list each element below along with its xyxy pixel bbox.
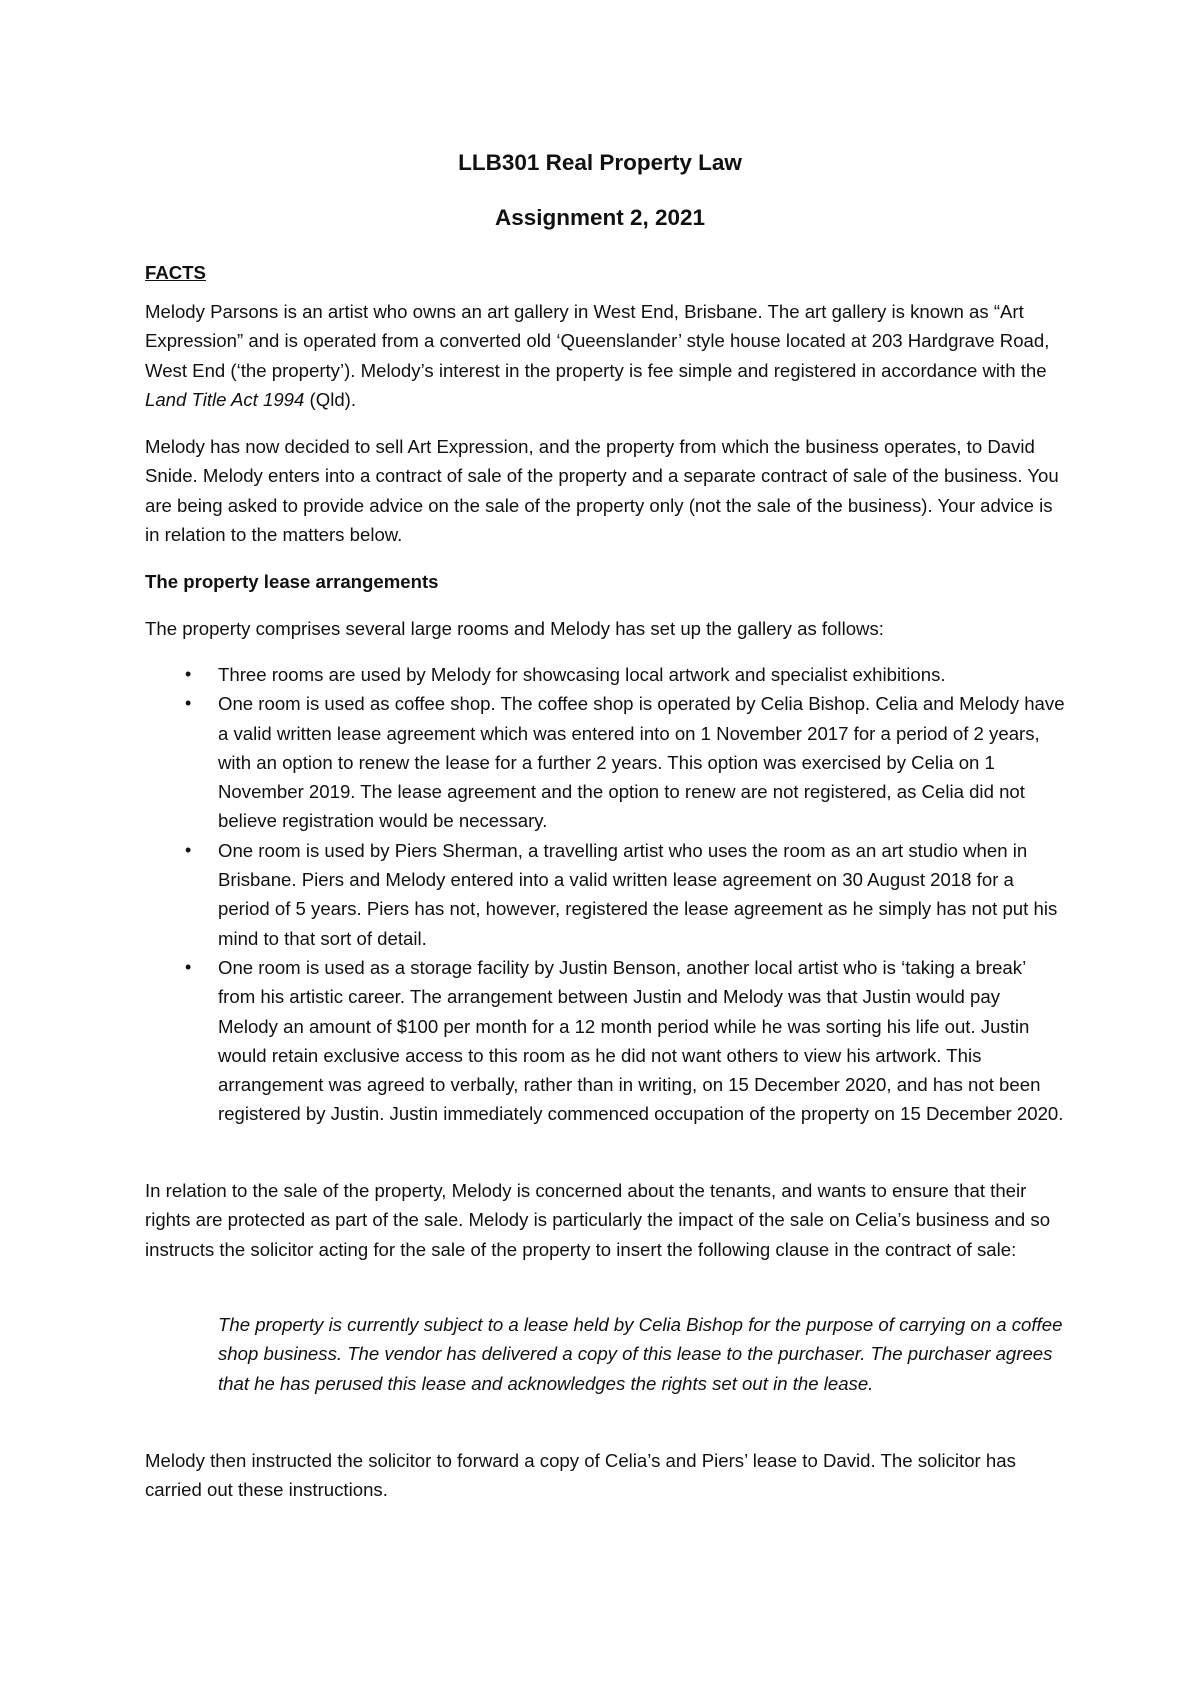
paragraph-sale: Melody has now decided to sell Art Expression, and the property from which the business operates, to David Snide. Melody enters into a contract of sale of the property and a separate contract of sale of the business. You are being asked to provide advice on the sale of the property only (not the sale of the business). Your advice is in relation to the matters below. bbox=[145, 436, 1059, 545]
paragraph-intro-text: Melody Parsons is an artist who owns an art gallery in West End, Brisbane. The art gallery is known as “Art Expression” and is operated from a converted old ‘Queenslander’ style house located at 203 Hardgrave Road, West End (‘the property’). Melody’s interest in the property is fee simple and registered in accordance with the bbox=[145, 301, 1050, 381]
rooms-list bbox=[145, 660, 1065, 1129]
statute-name: Land Title Act 1994 bbox=[145, 388, 305, 410]
list-item bbox=[145, 689, 1065, 835]
list-item-text: Three rooms are used by Melody for showcasing local artwork and specialist exhibitions. bbox=[218, 664, 946, 685]
document-title: LLB301 Real Property Law bbox=[458, 150, 742, 175]
list-item bbox=[145, 660, 1065, 689]
list-item bbox=[145, 953, 1065, 1129]
bullet-icon: • bbox=[185, 839, 192, 860]
paragraph-tenants: In relation to the sale of the property, Melody is concerned about the tenants, and wants to ensure that their rights are protected as part of the sale. Melody is particularly the impact of the sale on Celia’s business and so instructs the solicitor acting for the sale of the property to insert the following clause in the contract of sale: bbox=[145, 1180, 1051, 1260]
bullet-icon: • bbox=[185, 693, 192, 714]
lease-arrangements-heading: The property lease arrangements bbox=[145, 571, 439, 592]
list-item-text: One room is used as a storage facility by Justin Benson, another local artist who is ‘taking a break’ from his artistic career. The arrangement between Justin and Melody was that Justin would pay Melody an amount of $100 per month for a 12 month period while he was sorting his life out. Justin would retain exclusive access to this room as he did not want others to view his artwork. This arrangement was agreed to verbally, rather than in writing, on 15 December 2020, and has not been registered by Justin. Justin immediately commenced occupation of the property on 15 December 2020. bbox=[218, 956, 1064, 1125]
document-subtitle: Assignment 2, 2021 bbox=[494, 205, 706, 230]
facts-heading: FACTS bbox=[145, 262, 206, 283]
paragraph-intro bbox=[145, 297, 1065, 414]
contract-clause-quote: The property is currently subject to a lease held by Celia Bishop for the purpose of carrying on a coffee shop business. The vendor has delivered a copy of this lease to the purchaser. The purchaser agrees that he has perused this lease and acknowledges the rights set out in the lease. bbox=[218, 1314, 1063, 1394]
bullet-icon: • bbox=[185, 664, 192, 684]
list-item bbox=[145, 836, 1065, 953]
paragraph-intro-tail: (Qld). bbox=[304, 388, 357, 410]
bullet-icon: • bbox=[185, 956, 192, 977]
list-item-text: One room is used as coffee shop. The coffee shop is operated by Celia Bishop. Celia and Melody have a valid written lease agreement which was entered into on 1 November 2017 for a period of 2 years, with an option to renew the lease for a further 2 years. This option was exercised by Celia on 1 November 2019. The lease agreement and the option to renew are not registered, as Celia did not believe registration would be necessary. bbox=[218, 693, 1065, 832]
paragraph-instructions: Melody then instructed the solicitor to forward a copy of Celia’s and Piers’ lease to David. The solicitor has carried out these instructions. bbox=[145, 1450, 1016, 1501]
paragraph-rooms: The property comprises several large rooms and Melody has set up the gallery as follows: bbox=[145, 618, 884, 639]
list-item-text: One room is used by Piers Sherman, a travelling artist who uses the room as an art studio when in Brisbane. Piers and Melody entered into a valid written lease agreement on 30 August 2018 for a period of 5 years. Piers has not, however, registered the lease agreement as he simply has not put his mind to that sort of detail. bbox=[218, 839, 1058, 949]
